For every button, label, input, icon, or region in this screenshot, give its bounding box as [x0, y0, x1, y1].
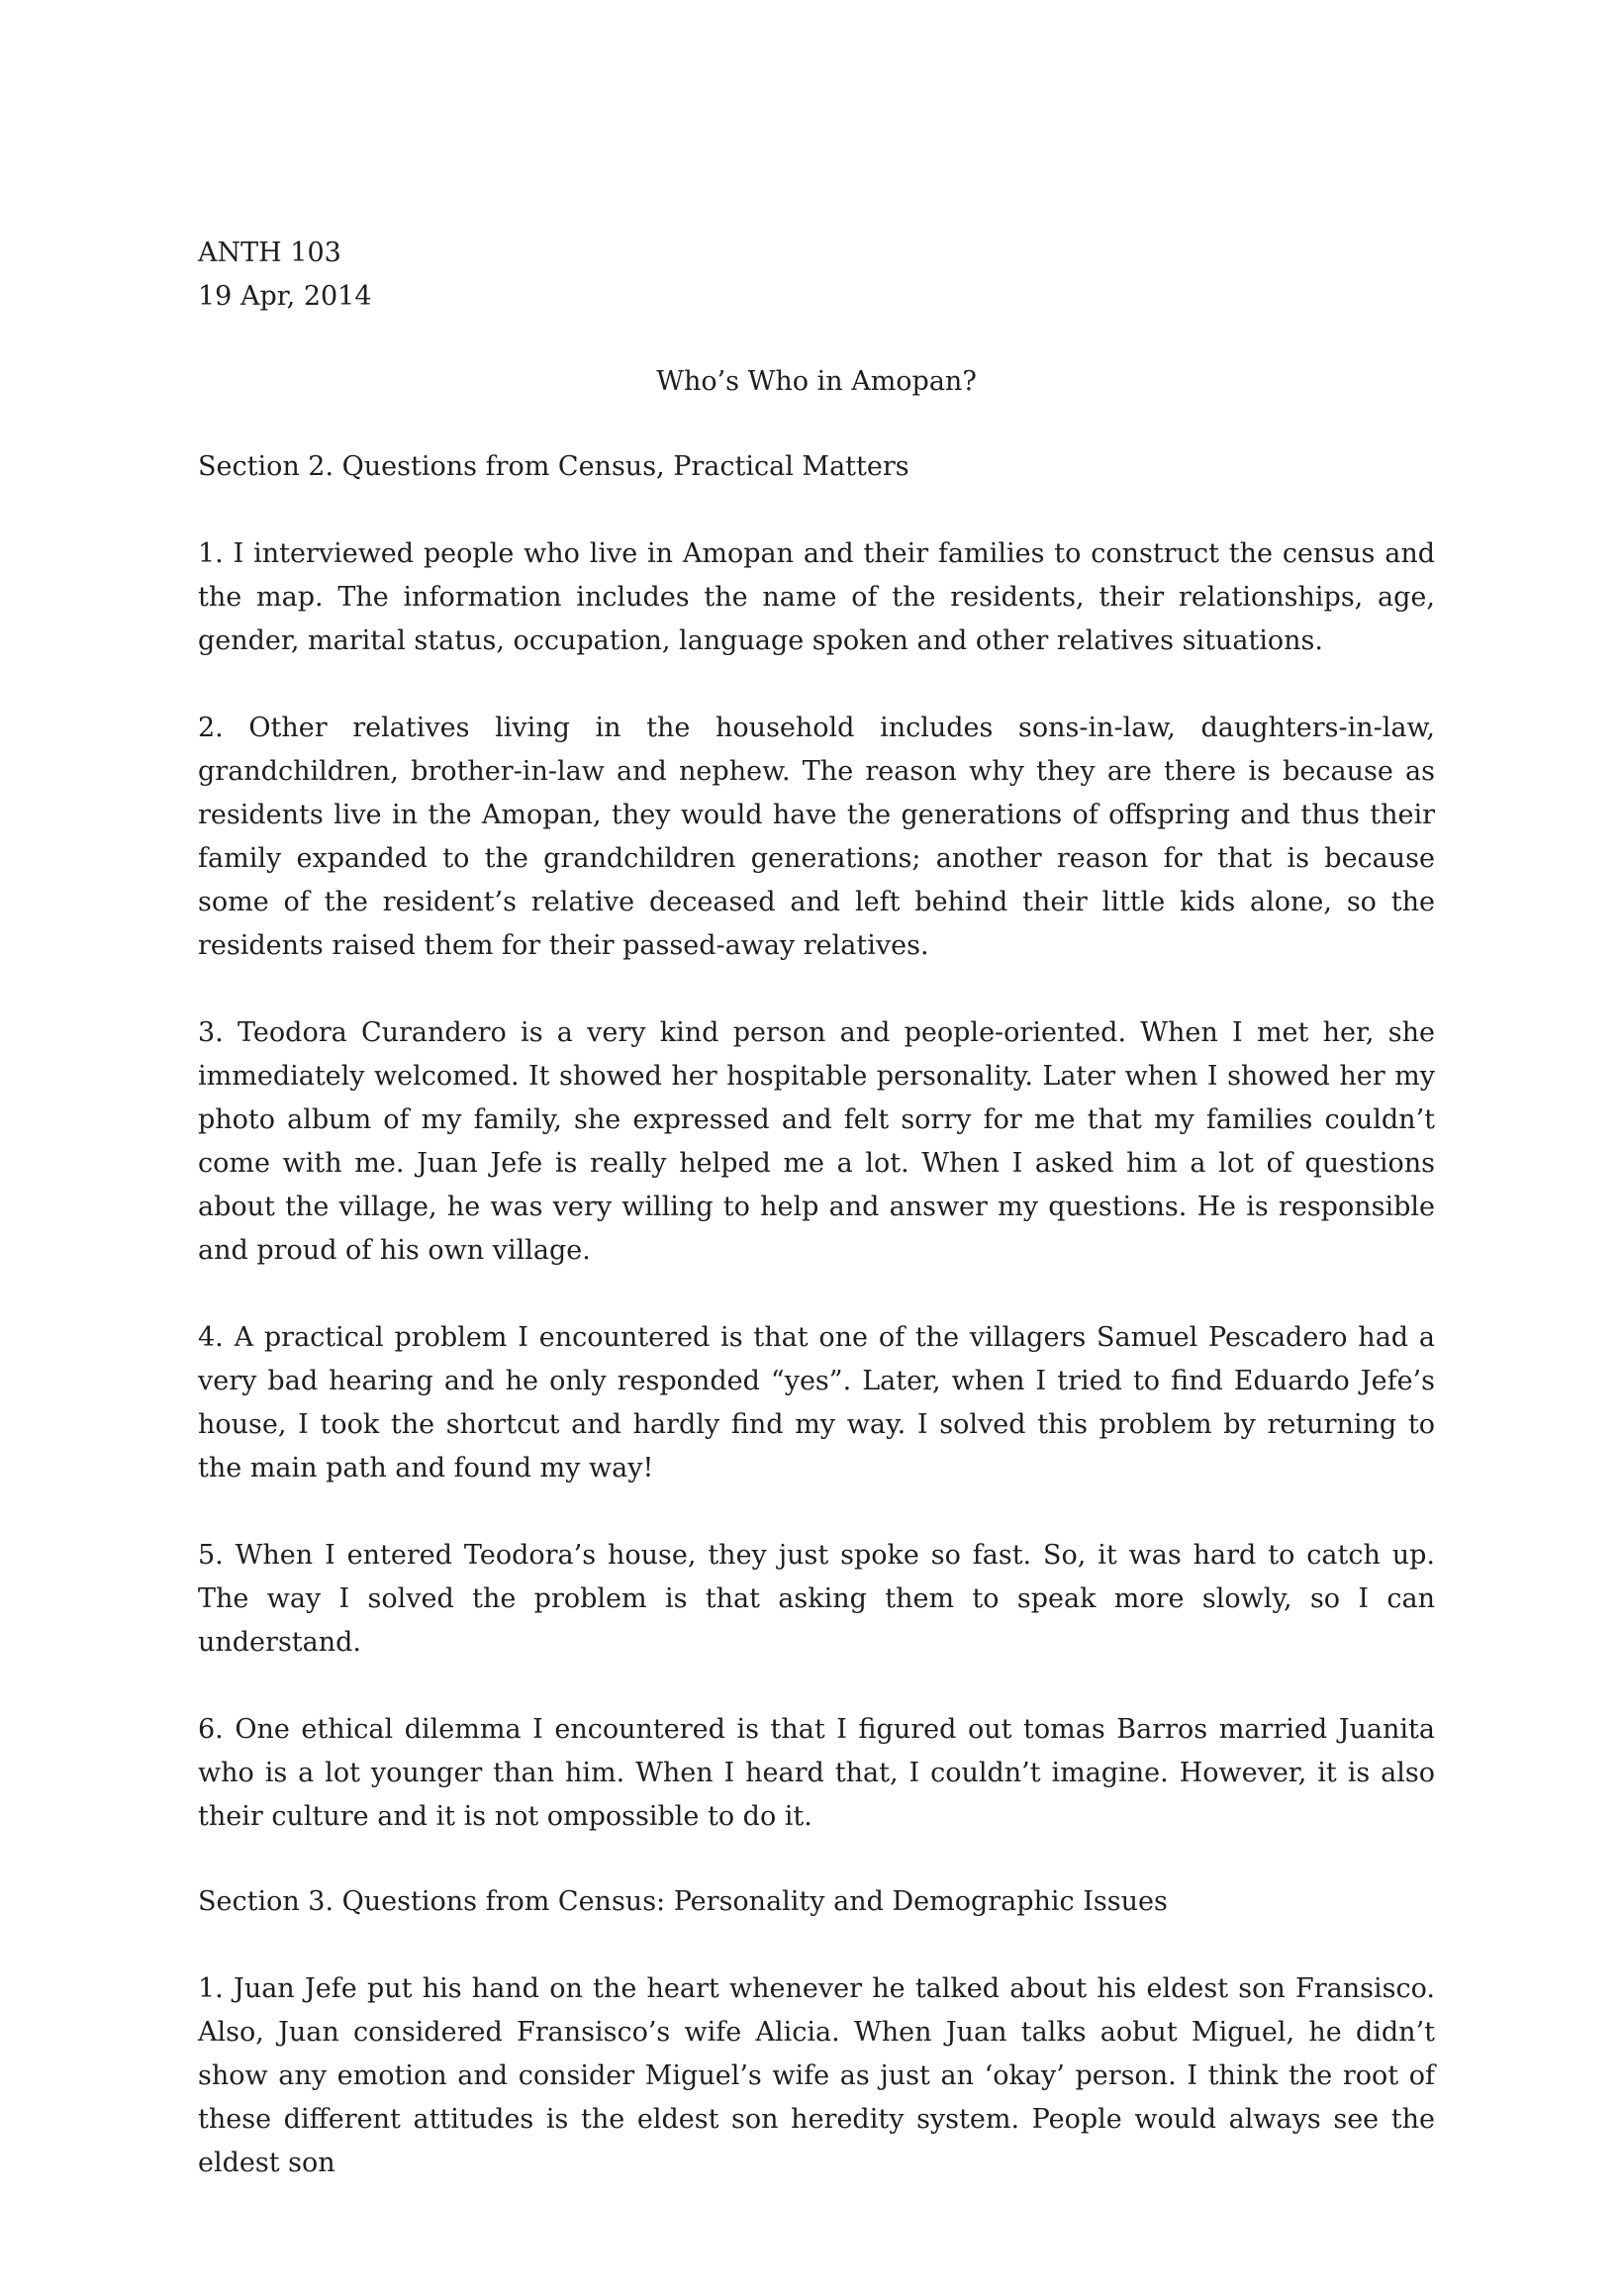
section-2-answer-6: 6. One ethical dilemma I encountered is that I figured out tomas Barros married Juanita who is a lot younger than him. When I heard that, I couldn’t imagine. However, it is also their culture and it is not ompossible to do it. — [198, 1714, 1435, 1832]
section-2-answer-2: 2. Other relatives living in the household includes sons-in-law, daughters-in-law, grandchildren, brother-in-law and nephew. The reason why they are there is because as residents live in the Amopan, they would have the generations of offspring and thus their family expanded to the grandchildren generations; another reason for that is because some of the resident’s relative deceased and left behind their little kids alone, so the residents raised them for their passed-away relatives. — [198, 713, 1435, 961]
document-body — [198, 232, 1435, 2185]
section-3-heading: Section 3. Questions from Census: Personality and Demographic Issues — [198, 1886, 1168, 1917]
section-2-answer-4: 4. A practical problem I encountered is that one of the villagers Samuel Pescadero had a very bad hearing and he only responded “yes”. Later, when I tried to find Eduardo Jefe’s house, I took the shortcut and hardly find my way. I solved this problem by returning to the main path and found my way! — [198, 1322, 1435, 1483]
section-3-answer-1: 1. Juan Jefe put his hand on the heart whenever he talked about his eldest son Fransisco. Also, Juan considered Fransisco’s wife Alicia. When Juan talks aobut Miguel, he didn’t show any emotion and consider Miguel’s wife as just an ‘okay’ person. I think the root of these different attitudes is the eldest son heredity system. People would always see the eldest son — [198, 1973, 1435, 2178]
section-2-heading: Section 2. Questions from Census, Practical Matters — [198, 451, 909, 482]
document-date: 19 Apr, 2014 — [198, 281, 372, 312]
course-code: ANTH 103 — [198, 238, 341, 268]
section-2-answer-1: 1. I interviewed people who live in Amopan and their families to construct the census and the map. The information includes the name of the residents, their relationships, age, gender, marital status, occupation, language spoken and other relatives situations. — [198, 538, 1435, 656]
section-2-answer-3: 3. Teodora Curandero is a very kind person and people-oriented. When I met her, she immediately welcomed. It showed her hospitable personality. Later when I showed her my photo album of my family, she expressed and felt sorry for me that my families couldn’t come with me. Juan Jefe is really helped me a lot. When I asked him a lot of questions about the village, he was very willing to help and answer my questions. He is responsible and proud of his own village. — [198, 1017, 1435, 1266]
section-2-answer-5: 5. When I entered Teodora’s house, they just spoke so fast. So, it was hard to catch up. The way I solved the problem is that asking them to speak more slowly, so I can understand. — [198, 1540, 1435, 1658]
document-title: Who’s Who in Amopan? — [656, 366, 977, 397]
